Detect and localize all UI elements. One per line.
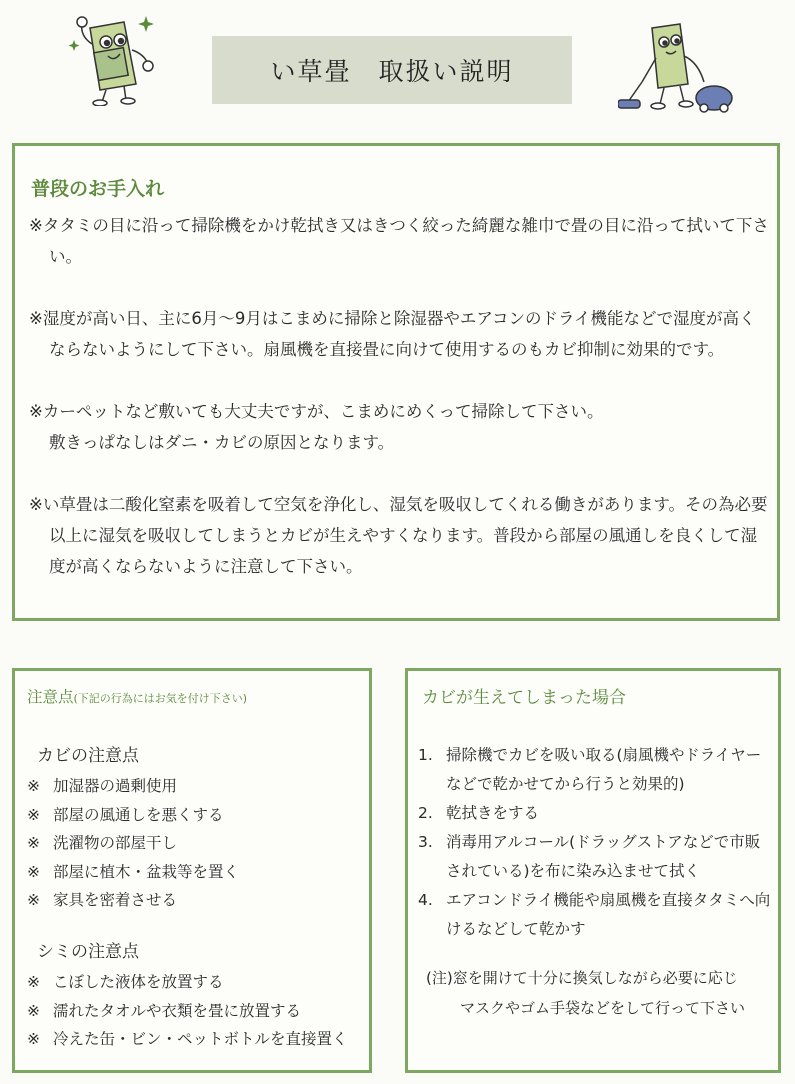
step-number: 4. xyxy=(418,891,433,909)
caution-heading-label: 注意点 xyxy=(27,688,74,706)
bullet-mark: ※ xyxy=(27,862,40,881)
care-paragraph: ※カーペットなど敷いても大丈夫ですが、こまめにめくって掃除して下さい。 敷きっぱなしはダニ・カビの原因となります。 xyxy=(29,402,604,452)
step-item xyxy=(418,799,774,828)
list-item xyxy=(27,858,363,887)
bullet-mark: ※ xyxy=(27,1001,40,1020)
mold-remedy-steps xyxy=(418,741,774,944)
caution-lists xyxy=(27,741,363,1054)
item-text: こぼした液体を放置する xyxy=(53,972,224,991)
caution-heading-note: (下記の行為にはお気を付け下さい) xyxy=(73,692,248,705)
list-item xyxy=(27,886,363,915)
caution-heading xyxy=(27,685,247,707)
step-item xyxy=(418,828,774,886)
list-item xyxy=(27,997,363,1026)
step-item xyxy=(418,886,774,944)
item-text: 部屋の風通しを悪くする xyxy=(53,805,224,824)
list-item xyxy=(27,801,363,830)
care-paragraph: ※タタミの目に沿って掃除機をかけ乾拭き又はきつく絞った綺麗な雑巾で畳の目に沿って拭いて下さい。 xyxy=(29,216,769,266)
list-item xyxy=(27,968,363,997)
item-text: 濡れたタオルや衣類を畳に放置する xyxy=(53,1001,302,1020)
daily-care-heading: 普段のお手入れ xyxy=(31,178,165,200)
mold-caution-title: カビの注意点 xyxy=(37,746,139,766)
bullet-mark: ※ xyxy=(27,777,40,795)
step-number: 3. xyxy=(418,833,433,851)
item-text: 加湿器の過剰使用 xyxy=(53,777,178,795)
bullet-mark: ※ xyxy=(27,891,40,910)
bullet-mark: ※ xyxy=(27,834,40,853)
daily-care-panel xyxy=(12,143,780,621)
note-line: マスクやゴム手袋などをして行って下さい xyxy=(460,999,746,1017)
tatami-mascot-cheer-icon xyxy=(62,10,158,106)
care-paragraph: ※い草畳は二酸化窒素を吸着して空気を浄化し、湿気を吸収してくれる働きがあります。その為必要以上に湿気を吸収してしまうとカビが生えやすくなります。普段から部屋の風通しを良くして湿度が高くならないように注意して下さい。 xyxy=(29,495,768,576)
list-item xyxy=(27,1025,363,1054)
care-paragraph: ※湿度が高い日、主に6月～9月はこまめに掃除と除湿器やエアコンのドライ機能などで湿度が高くならないようにして下さい。扇風機を直接畳に向けて使用するのもカビ抑制に効果的です。 xyxy=(29,309,756,359)
step-text: 掃除機でカビを吸い取る(扇風機やドライヤーなどで乾かせてから行うと効果的) xyxy=(446,746,762,793)
step-number: 1. xyxy=(418,746,433,764)
step-number: 2. xyxy=(418,804,433,822)
item-text: 部屋に植木・盆栽等を置く xyxy=(53,862,240,881)
list-item xyxy=(27,829,363,858)
item-text: 洗濯物の部屋干し xyxy=(53,834,178,853)
item-text: 冷えた缶・ビン・ペットボトルを直接置く xyxy=(53,1030,348,1049)
page-title: い草畳 取扱い説明 xyxy=(212,36,572,104)
daily-care-paragraphs xyxy=(29,210,769,613)
bullet-mark: ※ xyxy=(27,1030,40,1049)
tatami-mascot-vacuum-icon xyxy=(618,22,736,114)
item-text: 家具を密着させる xyxy=(53,891,178,910)
caution-panel xyxy=(12,668,372,1073)
step-item xyxy=(418,741,774,799)
mold-remedy-note xyxy=(426,963,766,1023)
mold-remedy-heading: カビが生えてしまった場合 xyxy=(422,688,626,708)
step-text: 消毒用アルコール(ドラッグストアなどで市販されている)を布に染み込ませて拭く xyxy=(446,833,761,880)
step-text: エアコンドライ機能や扇風機を直接タタミへ向けるなどして乾かす xyxy=(446,891,771,938)
mold-remedy-panel xyxy=(405,668,781,1073)
bullet-mark: ※ xyxy=(27,805,40,824)
bullet-mark: ※ xyxy=(27,972,40,991)
list-item xyxy=(27,772,363,801)
note-line: (注)窓を開けて十分に換気しながら必要に応じ xyxy=(426,969,738,987)
stain-caution-title: シミの注意点 xyxy=(37,941,139,962)
step-text: 乾拭きをする xyxy=(446,804,540,822)
